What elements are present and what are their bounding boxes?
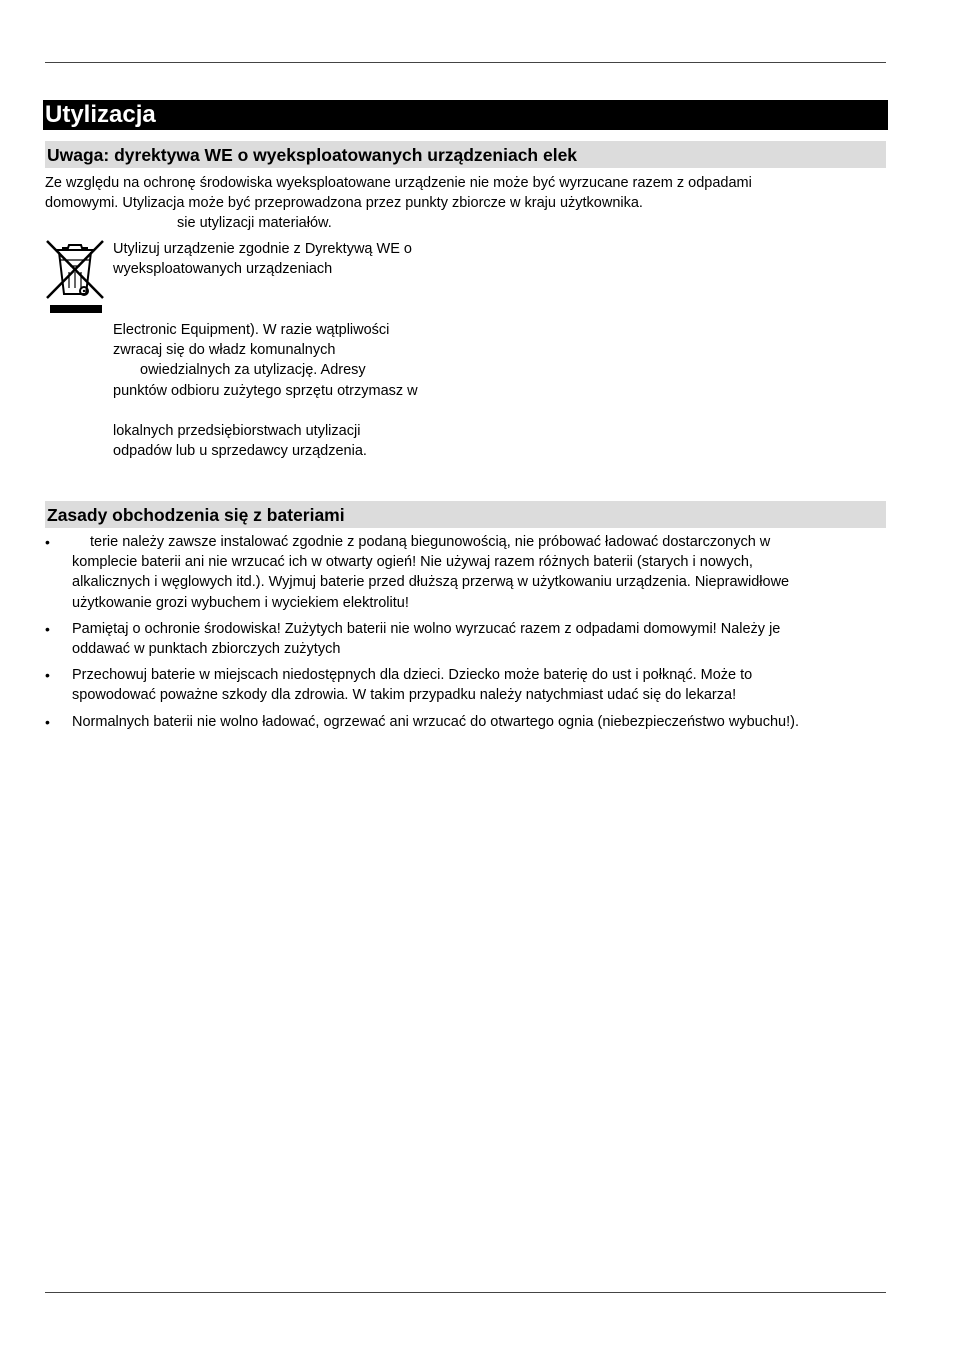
text-line: lokalnych przedsiębiorstwach utylizacji xyxy=(113,423,361,439)
item-line: oddawać w punktach zbiorczych zużytych xyxy=(72,641,341,658)
list-item xyxy=(45,712,887,732)
weee-text-block-3 xyxy=(113,421,473,461)
item-line: Normalnych baterii nie wolno ładować, ogrzewać ani wrzucać do otwartego ognia (niebezpieczeństwo wybuchu!). xyxy=(72,713,799,730)
intro-line: domowymi. Utylizacja może być przeprowadzona przez punkty zbiorcze w kraju użytkownika. xyxy=(45,195,643,211)
bullet-icon: • xyxy=(45,667,50,684)
item-line: Przechowuj baterie w miejscach niedostępnych dla dzieci. Dziecko może baterię do ust i połknąć. Może to xyxy=(72,667,753,684)
list-item xyxy=(45,532,887,613)
weee-text-block-2 xyxy=(113,320,473,401)
list-item xyxy=(45,665,887,705)
footer-rule xyxy=(45,1292,886,1293)
section-heading-weee: Uwaga: dyrektywa WE o wyeksploatowanych urządzeniach elek xyxy=(45,141,886,168)
section-heading-batteries: Zasady obchodzenia się z bateriami xyxy=(45,501,886,528)
item-line: komplecie baterii ani nie wrzucać ich w otwarty ogień! Nie używaj razem różnych baterii (starych i nowych, xyxy=(72,554,753,571)
weee-text-block-1 xyxy=(113,239,473,279)
intro-line: Ze względu na ochronę środowiska wyeksploatowane urządzenie nie może być wyrzucane razem z odpadami xyxy=(45,175,752,191)
intro-line: sie utylizacji materiałów. xyxy=(177,215,332,231)
header-rule xyxy=(45,62,886,63)
text-line: Electronic Equipment). W razie wątpliwości xyxy=(113,322,390,338)
text-line: owiedzialnych za utylizację. Adresy xyxy=(140,362,366,379)
text-line: Utylizuj urządzenie zgodnie z Dyrektywą WE o xyxy=(113,241,412,257)
battery-rules-list xyxy=(45,532,887,738)
item-line: użytkowanie grozi wybuchem i wyciekiem elektrolitu! xyxy=(72,594,409,611)
item-line: spowodować poważne szkody dla zdrowia. W takim przypadku należy natychmiast udać się do lekarza! xyxy=(72,687,737,704)
page-title: Utylizacja xyxy=(43,100,888,130)
text-line: wyeksploatowanych urządzeniach xyxy=(113,261,333,278)
weee-intro-paragraph xyxy=(45,173,885,233)
text-line: odpadów lub u sprzedawcy urządzenia. xyxy=(113,443,367,460)
text-line: punktów odbioru zużytego sprzętu otrzymasz w xyxy=(113,382,418,399)
bullet-icon: • xyxy=(45,534,50,550)
item-line: Pamiętaj o ochronie środowiska! Zużytych baterii nie wolno wyrzucać razem z odpadami domowymi! Należy je xyxy=(72,620,781,637)
list-item xyxy=(45,619,887,659)
item-line: alkalicznych i węglowych itd.). Wyjmuj baterie przed dłuższą przerwą w użytkowaniu urządzenia. Nieprawidłowe xyxy=(72,574,790,591)
crossed-out-wheelie-bin-icon xyxy=(44,238,106,314)
item-line: terie należy zawsze instalować zgodnie z podaną biegunowością, nie próbować ładować dostarczonych w xyxy=(90,534,771,550)
bullet-icon: • xyxy=(45,713,50,730)
bullet-icon: • xyxy=(45,620,50,637)
text-line: zwracaj się do władz komunalnych xyxy=(113,342,336,359)
